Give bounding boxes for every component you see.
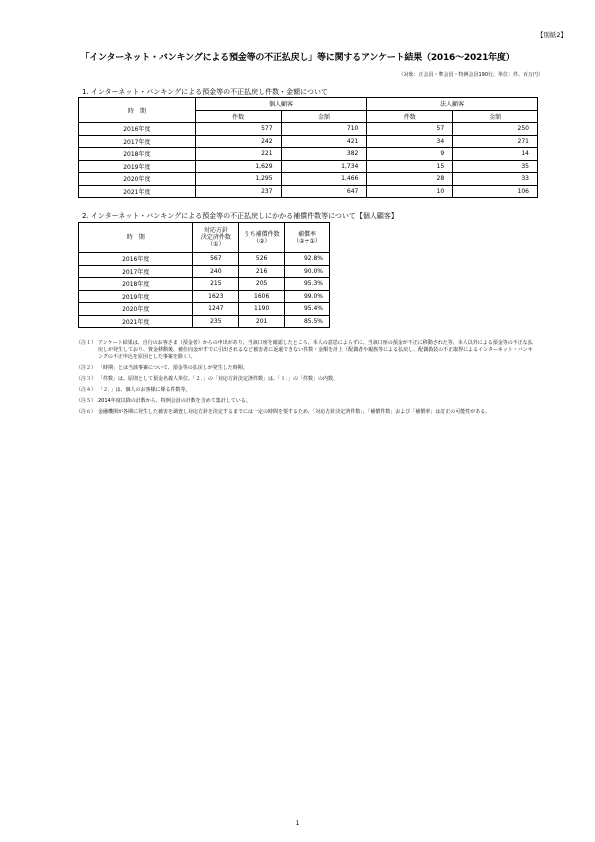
- ind-count-cell: 242: [195, 135, 281, 148]
- rate-cell: 90.0%: [285, 265, 330, 278]
- note-item: [76, 398, 536, 405]
- corp-count-cell: 9: [367, 148, 453, 161]
- ind-amount-cell: 1,734: [281, 160, 367, 173]
- decided-cell: 1247: [193, 303, 239, 316]
- header-decided-line2: 決定済件数: [200, 234, 231, 241]
- page-number: 1: [295, 820, 300, 827]
- corp-amount-cell: 106: [453, 185, 538, 198]
- note-text: 「２．」は、個人のお客様に係る件数等。: [98, 387, 191, 393]
- rate-cell: 95.4%: [285, 303, 330, 316]
- header-decided-line3: （①）: [207, 241, 225, 248]
- header-compensated-count: [239, 223, 285, 253]
- decided-cell: 235: [193, 315, 239, 328]
- corp-count-cell: 15: [367, 160, 453, 173]
- row-year: 2018年度: [79, 148, 196, 161]
- compensated-cell: 526: [239, 253, 285, 266]
- corp-amount-cell: 33: [453, 173, 538, 186]
- fraud-count-amount-table: [78, 97, 538, 198]
- header-ind-count: 件数: [195, 110, 281, 123]
- header-comp-line1: うち補償件数: [243, 230, 280, 238]
- table-row: [79, 135, 538, 148]
- table-row: [79, 303, 330, 316]
- table-row: [79, 123, 538, 136]
- section1-heading: 1. インターネット・バンキングによる預金等の不正払戻し件数・金額について: [82, 88, 328, 96]
- note-item: [76, 340, 536, 361]
- corp-count-cell: 10: [367, 185, 453, 198]
- table-row: [79, 148, 538, 161]
- row-year: 2019年度: [79, 160, 196, 173]
- decided-cell: 215: [193, 278, 239, 291]
- note-item: [76, 365, 536, 372]
- ind-count-cell: 1,295: [195, 173, 281, 186]
- compensated-cell: 1190: [239, 303, 285, 316]
- header-rate-line1: 補償率: [298, 230, 317, 238]
- header-corporate: 法人顧客: [367, 98, 538, 111]
- notes-section: [76, 340, 536, 420]
- ind-amount-cell: 382: [281, 148, 367, 161]
- ind-amount-cell: 1,466: [281, 173, 367, 186]
- table-row: [79, 265, 330, 278]
- table-row: [79, 290, 330, 303]
- header-individual: 個人顧客: [195, 98, 367, 111]
- header-corp-amount: 金額: [453, 110, 538, 123]
- decided-cell: 1623: [193, 290, 239, 303]
- header-comp-line2: （②）: [252, 237, 271, 245]
- corp-count-cell: 34: [367, 135, 453, 148]
- row-year: 2019年度: [79, 290, 193, 303]
- header-period: 時 期: [79, 98, 196, 123]
- ind-count-cell: 1,629: [195, 160, 281, 173]
- note-label: （注２）: [76, 365, 97, 371]
- header-decided-line1: 対応方針: [203, 227, 228, 234]
- note-label: （注１）: [76, 340, 97, 346]
- ind-count-cell: 577: [195, 123, 281, 136]
- note-text: 2014年度以降の計数から、特例会員の計数を含めて集計している。: [98, 398, 251, 404]
- note-label: （注４）: [76, 387, 97, 393]
- ind-amount-cell: 421: [281, 135, 367, 148]
- ind-count-cell: 237: [195, 185, 281, 198]
- note-label: （注６）: [76, 409, 97, 415]
- rate-cell: 99.0%: [285, 290, 330, 303]
- table-row: [79, 160, 538, 173]
- row-year: 2020年度: [79, 303, 193, 316]
- rate-cell: 92.8%: [285, 253, 330, 266]
- row-year: 2016年度: [79, 253, 193, 266]
- note-label: （注３）: [76, 376, 97, 382]
- compensated-cell: 216: [239, 265, 285, 278]
- compensated-cell: 205: [239, 278, 285, 291]
- note-text: アンケート結果は、自行のお客さま（預金者）からの申出があり、当該口座を確認したところ、本人の意思によらずに、当該口座の預金が不正に移動された等、本人以外による預金等の不正な払戻しが発生しており、資金移動後、被仕向金がすでに引出されるなど被害者に返還できない件数・金額を計上（配偶者や親族等による払戻し、配偶偽装の不正取得によるインターネット・バンキングの不正申込を原因とした事案を除く）。: [98, 340, 533, 360]
- table-row: [79, 278, 330, 291]
- table-row: [79, 253, 330, 266]
- note-text: 「時期」とは当該事案について、預金等の払戻しが発生した時期。: [98, 365, 248, 371]
- note-label: （注５）: [76, 398, 97, 404]
- table-row: [79, 315, 330, 328]
- page-title: 「インターネット・バンキングによる預金等の不正払戻し」等に関するアンケート結果（2016～2021年度）: [80, 53, 515, 63]
- header-compensation-rate: [285, 223, 330, 253]
- section2-heading: 2. インターネット・バンキングによる預金等の不正払戻しにかかる補償件数等について【個人顧客】: [82, 212, 398, 220]
- ind-count-cell: 221: [195, 148, 281, 161]
- attachment-tag: 【別紙2】: [536, 31, 567, 39]
- decided-cell: 567: [193, 253, 239, 266]
- header-ind-amount: 金額: [281, 110, 367, 123]
- survey-subject: （対象：正会員・準会員・特例会員190行、単位：件、百万円）: [398, 72, 543, 78]
- note-text: 「件数」は、原則として預金名義人単位。「２．」の「対応方針決定済件数」は、「１．」の「件数」の内数。: [98, 376, 339, 382]
- compensation-table: [78, 222, 330, 328]
- corp-amount-cell: 250: [453, 123, 538, 136]
- row-year: 2021年度: [79, 185, 196, 198]
- compensated-cell: 1606: [239, 290, 285, 303]
- note-item: [76, 387, 536, 394]
- corp-amount-cell: 271: [453, 135, 538, 148]
- ind-amount-cell: 647: [281, 185, 367, 198]
- row-year: 2016年度: [79, 123, 196, 136]
- header-period: 時 期: [79, 223, 193, 253]
- rate-cell: 85.5%: [285, 315, 330, 328]
- row-year: 2017年度: [79, 135, 196, 148]
- corp-amount-cell: 35: [453, 160, 538, 173]
- note-text: 金融機関が各期に発生した被害を調査し対応方針を決定するまでには一定の時間を要するため、「対応方針決定済件数」、「補償件数」および「補償率」は訂正の可能性がある。: [98, 409, 491, 415]
- corp-amount-cell: 14: [453, 148, 538, 161]
- corp-count-cell: 57: [367, 123, 453, 136]
- note-item: [76, 409, 536, 416]
- ind-amount-cell: 710: [281, 123, 367, 136]
- rate-cell: 95.3%: [285, 278, 330, 291]
- row-year: 2021年度: [79, 315, 193, 328]
- row-year: 2017年度: [79, 265, 193, 278]
- row-year: 2020年度: [79, 173, 196, 186]
- decided-cell: 240: [193, 265, 239, 278]
- compensated-cell: 201: [239, 315, 285, 328]
- table-row: [79, 185, 538, 198]
- header-decided-count: [193, 223, 239, 253]
- table-row: [79, 173, 538, 186]
- corp-count-cell: 28: [367, 173, 453, 186]
- header-rate-line2: （②÷①）: [293, 237, 321, 245]
- note-item: [76, 376, 536, 383]
- header-corp-count: 件数: [367, 110, 453, 123]
- row-year: 2018年度: [79, 278, 193, 291]
